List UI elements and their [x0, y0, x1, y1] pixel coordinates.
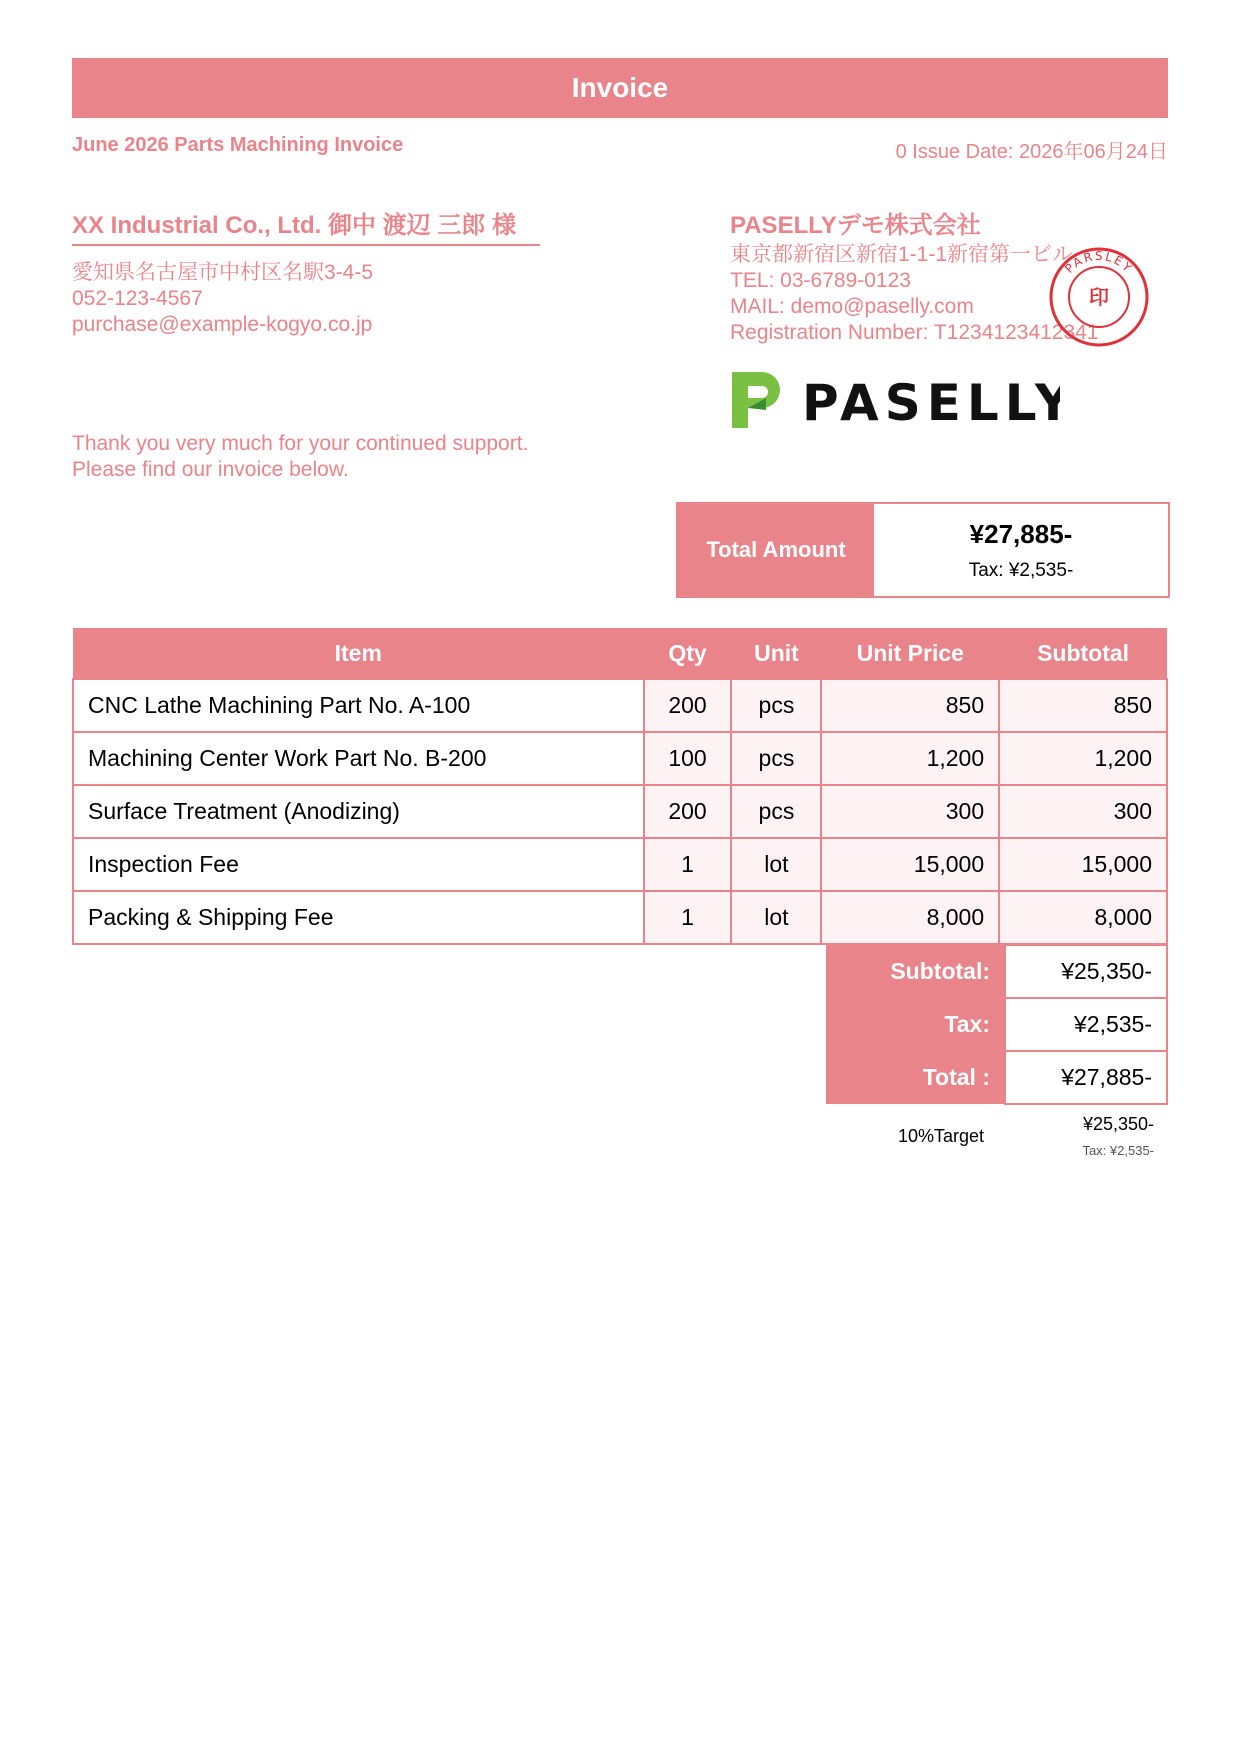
invoice-subject: June 2026 Parts Machining Invoice — [72, 134, 404, 156]
cell-unit-price: 15,000 — [821, 838, 999, 891]
invoice-title: Invoice — [571, 72, 669, 103]
company-seal-stamp — [1048, 246, 1150, 348]
svg-text:印: 印 — [1089, 285, 1109, 309]
cell-unit: lot — [731, 891, 821, 944]
summary-tax-label: Tax: — [826, 998, 1005, 1051]
cell-item: Machining Center Work Part No. B-200 — [73, 732, 644, 785]
cell-item: Surface Treatment (Anodizing) — [73, 785, 644, 838]
stamp-text: PARSLEY — [1062, 248, 1136, 276]
table-row — [73, 679, 1167, 732]
client-block — [72, 212, 540, 338]
tax-breakdown-tax: Tax: ¥2,535- — [1082, 1143, 1154, 1158]
logo-wordmark: PASELLY — [802, 374, 1060, 430]
invoice-title-bar — [72, 58, 1168, 118]
summary-total-value: ¥27,885- — [1005, 1051, 1167, 1104]
summary-subtotal-label: Subtotal: — [826, 945, 1005, 998]
summary-tax-row — [826, 998, 1167, 1051]
greeting-line-1: Thank you very much for your continued support. — [72, 432, 529, 455]
header-unit: Unit — [731, 628, 821, 679]
svg-text:PARSLEY — [1062, 249, 1136, 276]
company-name: PASELLYデモ株式会社 — [730, 212, 981, 239]
cell-unit: pcs — [731, 679, 821, 732]
cell-unit-price: 850 — [821, 679, 999, 732]
issue-date: 0 Issue Date: 2026年06月24日 — [895, 141, 1168, 163]
cell-unit: lot — [731, 838, 821, 891]
cell-unit-price: 1,200 — [821, 732, 999, 785]
cell-qty: 200 — [644, 785, 732, 838]
cell-qty: 1 — [644, 838, 732, 891]
company-tel: TEL: 03-6789-0123 — [730, 269, 911, 292]
cell-subtotal: 850 — [999, 679, 1167, 732]
total-amount-label: Total Amount — [678, 504, 874, 596]
logo-mark-icon — [730, 368, 1060, 430]
cell-item: Inspection Fee — [73, 838, 644, 891]
summary-subtotal-value: ¥25,350- — [1005, 945, 1167, 998]
summary-total-row — [826, 1051, 1167, 1104]
cell-subtotal: 8,000 — [999, 891, 1167, 944]
greeting — [72, 431, 528, 483]
cell-qty: 200 — [644, 679, 732, 732]
client-phone: 052-123-4567 — [72, 287, 203, 310]
cell-unit: pcs — [731, 785, 821, 838]
cell-unit: pcs — [731, 732, 821, 785]
cell-item: Packing & Shipping Fee — [73, 891, 644, 944]
summary-tax-value: ¥2,535- — [1005, 998, 1167, 1051]
totals-summary — [826, 944, 1168, 1105]
cell-subtotal: 1,200 — [999, 732, 1167, 785]
tax-breakdown-values — [1082, 1114, 1154, 1158]
line-items-table — [72, 628, 1168, 945]
table-row — [73, 732, 1167, 785]
cell-subtotal: 300 — [999, 785, 1167, 838]
summary-subtotal-row — [826, 945, 1167, 998]
header-item: Item — [73, 628, 644, 679]
table-header-row — [73, 628, 1167, 679]
cell-subtotal: 15,000 — [999, 838, 1167, 891]
client-name: XX Industrial Co., Ltd. 御中 渡辺 三郎 様 — [72, 212, 540, 246]
header-qty: Qty — [644, 628, 732, 679]
header-subtotal: Subtotal — [999, 628, 1167, 679]
company-mail: MAIL: demo@paselly.com — [730, 295, 974, 318]
tax-breakdown-amount: ¥25,350- — [1082, 1114, 1154, 1134]
client-details — [72, 260, 540, 338]
company-address: 東京都新宿区新宿1-1-1新宿第一ビル — [730, 243, 1074, 266]
cell-unit-price: 300 — [821, 785, 999, 838]
cell-unit-price: 8,000 — [821, 891, 999, 944]
header-unit-price: Unit Price — [821, 628, 999, 679]
summary-total-label: Total : — [826, 1051, 1005, 1104]
table-row — [73, 891, 1167, 944]
company-logo — [730, 368, 1060, 430]
cell-item: CNC Lathe Machining Part No. A-100 — [73, 679, 644, 732]
cell-qty: 1 — [644, 891, 732, 944]
total-amount-box — [676, 502, 1170, 598]
total-amount-tax: Tax: ¥2,535- — [968, 559, 1074, 581]
client-address: 愛知県名古屋市中村区名駅3-4-5 — [72, 261, 374, 284]
table-row — [73, 785, 1167, 838]
total-amount-value: ¥27,885- — [969, 518, 1073, 549]
total-amount-values — [874, 504, 1168, 596]
tax-breakdown-label: 10%Target — [898, 1125, 985, 1146]
company-registration: Registration Number: T1234123412341 — [730, 321, 1099, 344]
tax-breakdown — [826, 1114, 1154, 1158]
client-email: purchase@example-kogyo.co.jp — [72, 313, 373, 336]
table-row — [73, 838, 1167, 891]
cell-qty: 100 — [644, 732, 732, 785]
greeting-line-2: Please find our invoice below. — [72, 458, 349, 481]
